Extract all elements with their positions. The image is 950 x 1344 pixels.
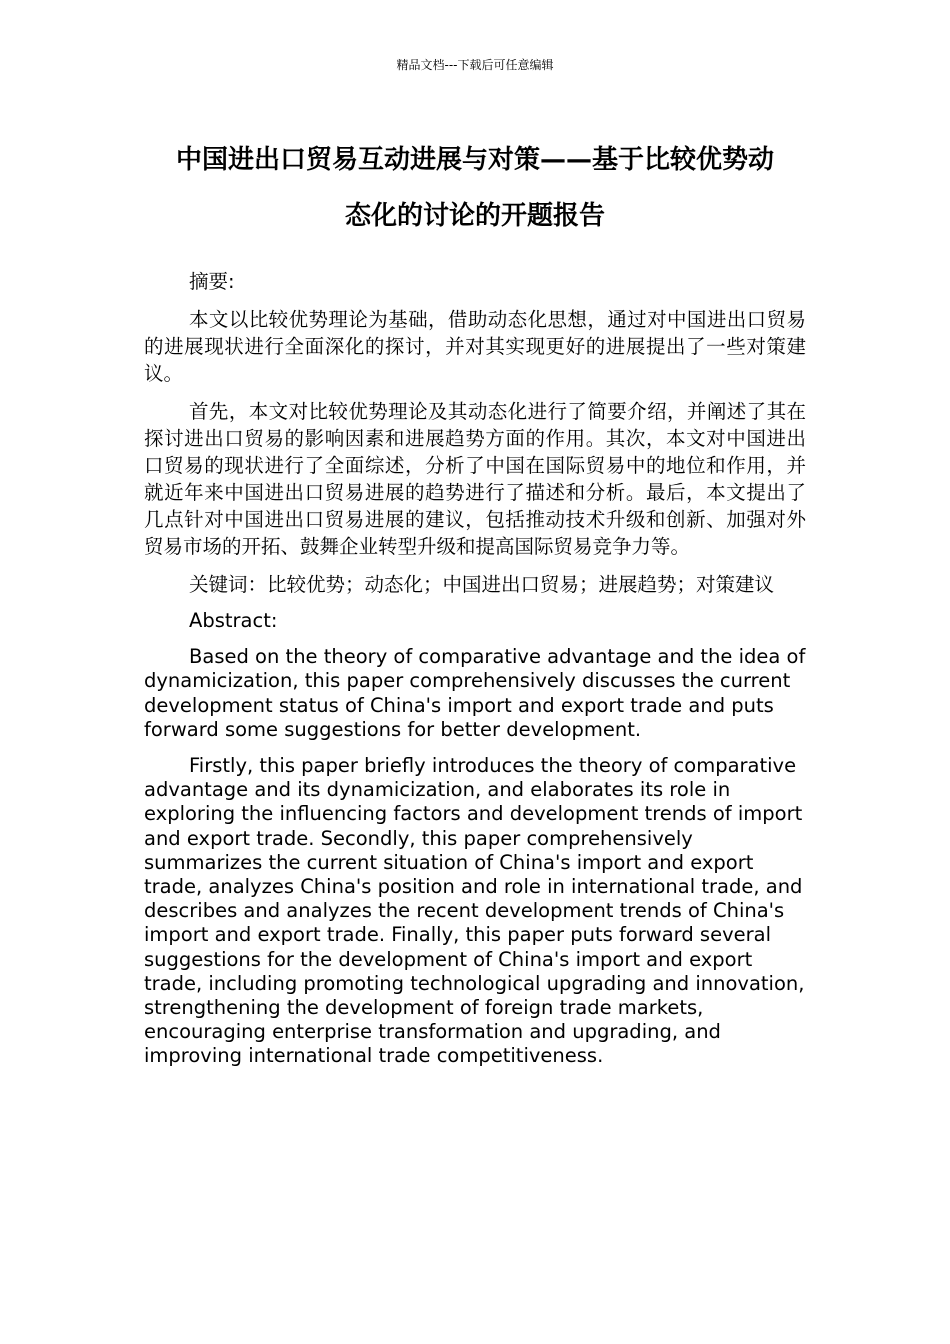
document-title [140, 132, 810, 244]
title-line-2: 态化的讨论的开题报告 [344, 201, 605, 231]
abstract-zh-label: 摘要: [189, 270, 235, 293]
header-note: 精品文档---下载后可任意编辑 [396, 58, 554, 72]
abstract-en-paragraph-2: Firstly, this paper briefly introduces the theory of comparative advantage and its dynamicization, and elaborates its role in exploring the influencing factors and development trends of import and export trade. Secondly, this paper comprehensively summarizes the current situation of China's import and export trade, analyzes China's position and role in international trade, and describes and analyzes the recent development trends of China's import and export trade. Finally, this paper puts forward several suggestions for the development of China's import and export trade, including promoting technological upgrading and innovation, strengthening the development of foreign trade markets, encouraging enterprise transformation and upgrading, and improving international trade competitiveness. [144, 754, 805, 1068]
abstract-en-label: Abstract: [189, 609, 278, 632]
abstract-zh-paragraph-1: 本文以比较优势理论为基础，借助动态化思想，通过对中国进出口贸易的进展现状进行全面深化的探讨，并对其实现更好的进展提出了一些对策建议。 [144, 308, 806, 385]
keywords-zh: 关键词：比较优势；动态化；中国进出口贸易；进展趋势；对策建议 [189, 573, 775, 596]
title-line-1: 中国进出口贸易互动进展与对策——基于比较优势动 [175, 145, 774, 175]
abstract-zh-paragraph-2: 首先，本文对比较优势理论及其动态化进行了简要介绍，并阐述了其在探讨进出口贸易的影响因素和进展趋势方面的作用。其次，本文对中国进出口贸易的现状进行了全面综述，分析了中国在国际贸易中的地位和作用，并就近年来中国进出口贸易进展的趋势进行了描述和分析。最后，本文提出了几点针对中国进出口贸易进展的建议，包括推动技术升级和创新、加强对外贸易市场的开拓、鼓舞企业转型升级和提高国际贸易竞争力等。 [144, 400, 806, 558]
abstract-en-paragraph-1: Based on the theory of comparative advantage and the idea of dynamicization, this paper comprehensively discusses the current development status of China's import and export trade and puts forward some suggestions for better development. [144, 645, 806, 741]
document-body [144, 268, 806, 1081]
